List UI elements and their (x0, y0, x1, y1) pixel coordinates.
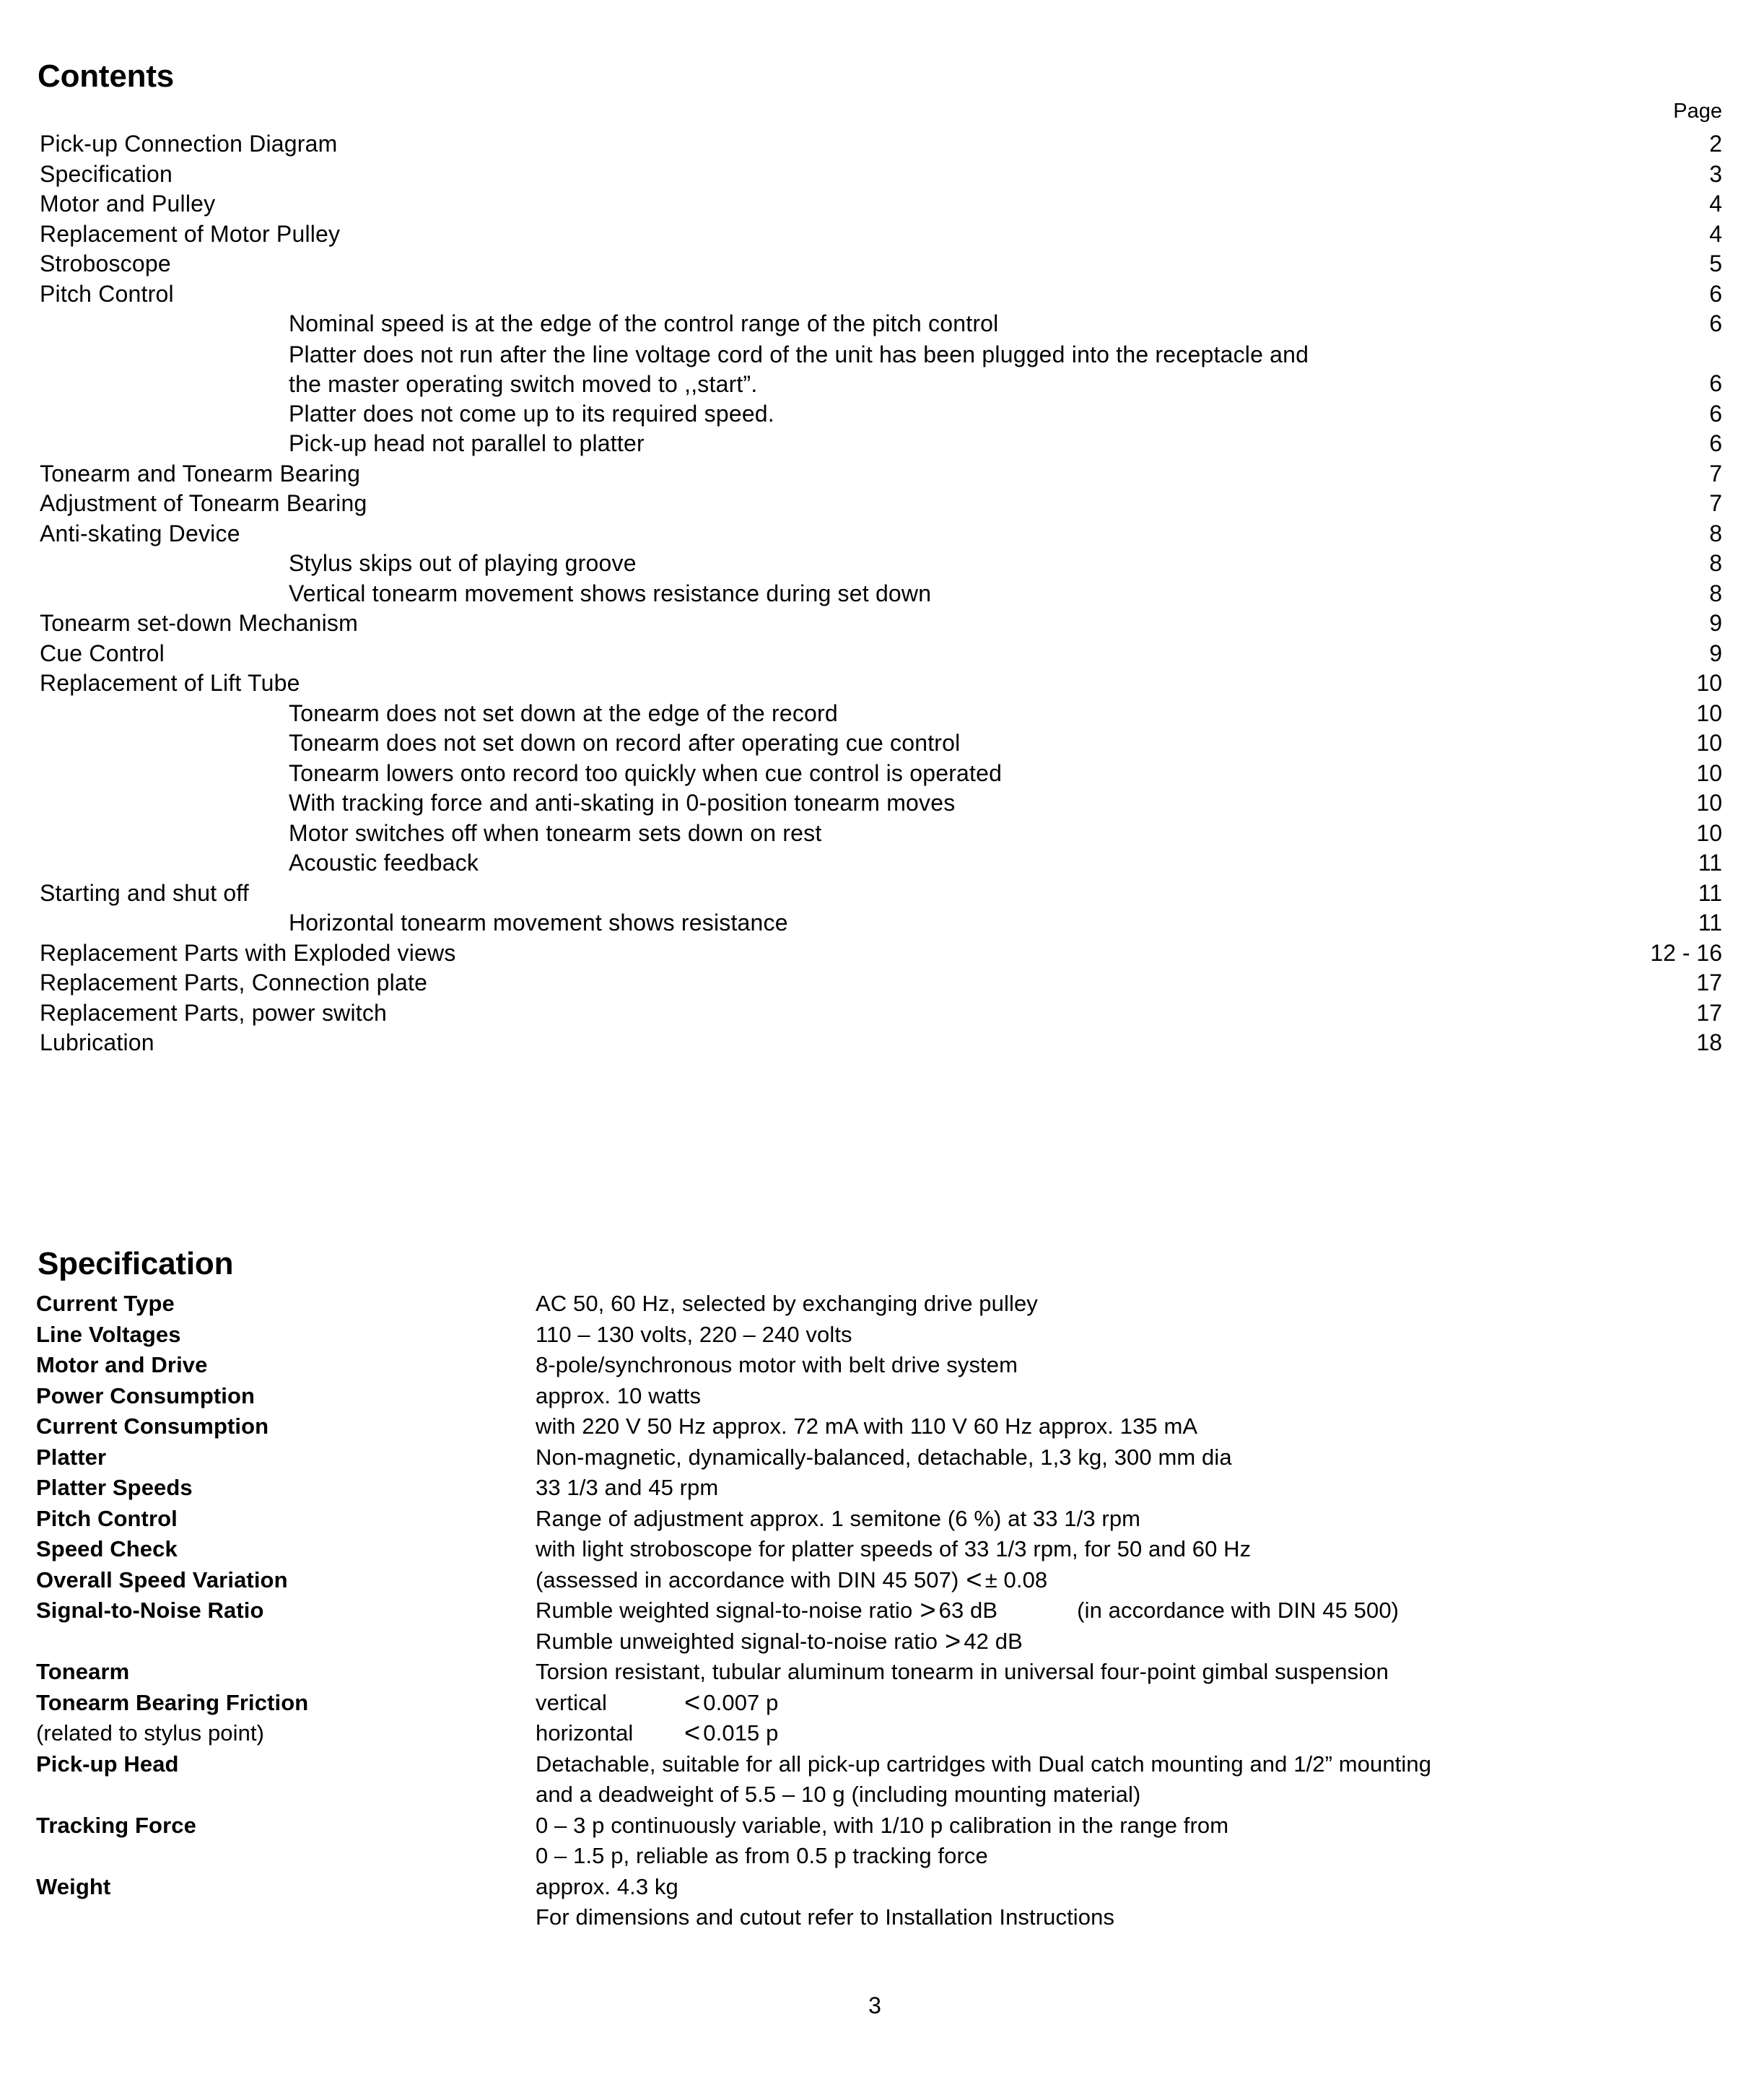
spec-row-label: Pitch Control (36, 1505, 178, 1531)
toc-entry-page: 6 (1709, 370, 1722, 396)
toc-header-row (0, 101, 1764, 128)
toc-entry-label: Motor switches off when tonearm sets down on rest (289, 819, 822, 846)
spec-row-label: Current Consumption (36, 1413, 269, 1439)
spec-value-number: 63 dB (938, 1598, 998, 1623)
toc-entry[interactable] (0, 848, 1764, 878)
spec-row (0, 1749, 1764, 1811)
toc-entry-label: Adjustment of Tonearm Bearing (40, 490, 367, 516)
spec-row-value (536, 1565, 1764, 1596)
spec-row-value (536, 1320, 1764, 1351)
comparison-symbol-icon: > (920, 1595, 936, 1626)
spec-row (0, 1442, 1764, 1473)
toc-entry-label: Tonearm lowers onto record too quickly when cue control is operated (289, 759, 1003, 786)
toc-entry-label: Vertical tonearm movement shows resistance during set down (289, 580, 932, 606)
spec-row-label: Motor and Drive (36, 1352, 208, 1377)
toc-entry[interactable] (0, 608, 1764, 638)
spec-value-text: 33 1/3 and 45 rpm (536, 1475, 719, 1500)
spec-value-text: AC 50, 60 Hz, selected by exchanging drive pulley (536, 1291, 1038, 1316)
toc-entry-label: Horizontal tonearm movement shows resistance (289, 910, 788, 936)
toc-entry-page: 6 (1709, 310, 1722, 336)
spec-value-text: Rumble weighted signal-to-noise ratio (536, 1598, 913, 1623)
toc-entry[interactable] (0, 758, 1764, 788)
spec-row-label: Tracking Force (36, 1812, 196, 1838)
toc-entry[interactable] (0, 188, 1764, 219)
toc-entry-page: 10 (1696, 759, 1722, 786)
toc-entry-label: Anti-skating Device (40, 520, 240, 546)
toc-entry[interactable] (0, 818, 1764, 848)
toc-entry-label: Platter does not come up to its required speed. (289, 400, 774, 427)
toc-entry[interactable] (0, 638, 1764, 668)
spec-row (0, 1320, 1764, 1351)
toc-entry-label: Tonearm does not set down on record after operating cue control (289, 730, 961, 756)
spec-value-text: with light stroboscope for platter speeds of 33 1/3 rpm, for 50 and 60 Hz (536, 1536, 1252, 1561)
spec-row (0, 1595, 1764, 1657)
toc-entry-label: Tonearm set-down Mechanism (40, 610, 358, 636)
spec-value-text: 0 – 1.5 p, reliable as from 0.5 p tracking force (536, 1843, 988, 1868)
toc-entry-label: Stroboscope (40, 250, 171, 276)
toc-entry-page: 4 (1709, 191, 1722, 217)
spec-value-text: 8-pole/synchronous motor with belt drive system (536, 1352, 1018, 1377)
spec-value-text: 0 – 3 p continuously variable, with 1/10 p calibration in the range from (536, 1812, 1229, 1838)
spec-row-value (536, 1595, 1764, 1626)
toc-entry-label: Replacement Parts, Connection plate (40, 970, 428, 995)
toc-entry-page: 7 (1709, 490, 1722, 516)
toc-entry-page: 17 (1696, 999, 1722, 1026)
toc-entry[interactable] (0, 907, 1764, 938)
toc-entry-page: 9 (1709, 610, 1722, 636)
comparison-symbol-icon: < (684, 1718, 701, 1748)
toc-entry-page: 10 (1696, 700, 1722, 726)
spec-row (0, 1872, 1764, 1933)
spec-row-value (536, 1626, 1764, 1657)
toc-entry-page: 4 (1709, 220, 1722, 247)
toc-entry[interactable] (0, 128, 1764, 159)
toc-entry[interactable] (0, 788, 1764, 818)
toc-entry-label: With tracking force and anti-skating in 0-position tonearm moves (289, 790, 956, 816)
spec-row-value (536, 1718, 1764, 1749)
toc-entry[interactable] (0, 878, 1764, 908)
toc-entry[interactable] (0, 668, 1764, 698)
spec-row (0, 1657, 1764, 1688)
spec-row-value (536, 1534, 1764, 1565)
toc-entry[interactable] (0, 548, 1764, 578)
spec-value-text: (assessed in accordance with DIN 45 507) (536, 1567, 959, 1592)
spec-row-value (536, 1811, 1764, 1842)
toc-entry-page: 6 (1709, 280, 1722, 307)
toc-entry-label: Stylus skips out of playing groove (289, 550, 637, 576)
toc-entry-page: 18 (1696, 1029, 1722, 1055)
toc-entry[interactable] (0, 998, 1764, 1028)
spec-value-sublabel: vertical (536, 1689, 607, 1715)
spec-row-label: Speed Check (36, 1536, 178, 1561)
spec-row (0, 1473, 1764, 1504)
toc-entry[interactable] (0, 518, 1764, 549)
toc-entry-page: 8 (1709, 520, 1722, 546)
spec-row (0, 1289, 1764, 1320)
toc-entry-page: 2 (1709, 131, 1722, 157)
toc-entry-label: Specification (40, 160, 173, 187)
spec-value-text: Rumble unweighted signal-to-noise ratio (536, 1628, 938, 1654)
toc-entry[interactable] (0, 458, 1764, 489)
comparison-symbol-icon: < (684, 1687, 701, 1718)
spec-row-value (536, 1657, 1764, 1688)
toc-entry-page: 7 (1709, 460, 1722, 487)
spec-row-label: Line Voltages (36, 1321, 181, 1347)
toc-entry-label: Acoustic feedback (289, 850, 479, 876)
spec-row-value (536, 1841, 1764, 1872)
toc-entry-label: Starting and shut off (40, 879, 250, 906)
spec-row (0, 1688, 1764, 1719)
toc-entry-page: 11 (1698, 910, 1722, 936)
toc-entry-page: 12 - 16 (1650, 939, 1722, 966)
toc-entry[interactable] (0, 488, 1764, 518)
toc-entry-page: 10 (1696, 790, 1722, 816)
spec-row (0, 1504, 1764, 1535)
toc-entry-page: 6 (1709, 430, 1722, 456)
spec-value-text: Non-magnetic, dynamically-balanced, detachable, 1,3 kg, 300 mm dia (536, 1444, 1232, 1470)
spec-value-number: 42 dB (964, 1628, 1023, 1654)
toc-entry-label: Lubrication (40, 1029, 154, 1055)
spec-row-label: Tonearm Bearing Friction (36, 1689, 309, 1715)
spec-row-value (536, 1749, 1764, 1780)
spec-value-text: Range of adjustment approx. 1 semitone (6 %) at 33 1/3 rpm (536, 1505, 1141, 1531)
spec-value-text: with 220 V 50 Hz approx. 72 mA with 110 V 60 Hz approx. 135 mA (536, 1413, 1198, 1439)
spec-row-value (536, 1411, 1764, 1442)
table-of-contents (0, 101, 1764, 1058)
toc-entry-page: 5 (1709, 250, 1722, 276)
spec-row-value (536, 1473, 1764, 1504)
toc-entry[interactable] (0, 728, 1764, 758)
spec-row-label: Platter (36, 1444, 107, 1470)
spec-row-value (536, 1289, 1764, 1320)
spec-row-value (536, 1902, 1764, 1933)
spec-value-text: approx. 10 watts (536, 1382, 702, 1408)
toc-entry[interactable] (0, 279, 1764, 309)
spec-value-text: For dimensions and cutout refer to Installation Instructions (536, 1904, 1115, 1930)
spec-row (0, 1350, 1764, 1381)
toc-entry[interactable] (0, 398, 1764, 429)
spec-row-value (536, 1872, 1764, 1903)
spec-row-value (536, 1779, 1764, 1811)
toc-entry[interactable] (0, 938, 1764, 968)
toc-entry-label: Tonearm does not set down at the edge of the record (289, 700, 838, 726)
spec-value-number: 0.015 p (703, 1720, 779, 1746)
toc-entry[interactable] (0, 339, 1764, 398)
toc-entry[interactable] (0, 967, 1764, 998)
toc-entry-page: 10 (1696, 730, 1722, 756)
toc-entry-page: 10 (1696, 670, 1722, 696)
toc-entry[interactable] (0, 578, 1764, 609)
spec-row-label: Power Consumption (36, 1382, 256, 1408)
spec-row-label: Weight (36, 1873, 111, 1899)
comparison-symbol-icon: < (966, 1564, 982, 1595)
spec-value-number: 0.007 p (703, 1689, 779, 1715)
spec-row-value (536, 1688, 1764, 1719)
spec-row-value (536, 1350, 1764, 1381)
folio-number: 3 (868, 1992, 881, 2018)
spec-value-text: Detachable, suitable for all pick-up cartridges with Dual catch mounting and 1/2” mounting (536, 1751, 1432, 1777)
toc-entry[interactable] (0, 308, 1764, 339)
spec-value-text: Torsion resistant, tubular aluminum tonearm in universal four-point gimbal suspension (536, 1659, 1389, 1684)
spec-row (0, 1534, 1764, 1565)
specification-table (0, 1289, 1764, 1933)
toc-entry-label: Pitch Control (40, 280, 174, 307)
spec-value-text: and a deadweight of 5.5 – 10 g (including mounting material) (536, 1782, 1141, 1807)
toc-entry[interactable] (0, 248, 1764, 279)
toc-entry-label: Tonearm and Tonearm Bearing (40, 460, 361, 487)
spec-row-label: Platter Speeds (36, 1475, 193, 1500)
toc-entry-label: Replacement of Lift Tube (40, 670, 300, 696)
spec-value-note: (in accordance with DIN 45 500) (1077, 1598, 1400, 1623)
toc-entry[interactable] (0, 219, 1764, 249)
toc-entry-label: Platter does not run after the line voltage cord of the unit has been plugged into the receptacle and the master operating switch moved to ,,start”. (289, 341, 1309, 397)
toc-entry-page: 10 (1696, 819, 1722, 846)
toc-entry-label: Replacement Parts, power switch (40, 999, 388, 1026)
spec-row-label: Current Type (36, 1291, 175, 1316)
page-column-header: Page (1673, 100, 1722, 123)
toc-entry-page: 9 (1709, 640, 1722, 666)
spec-value-sublabel: horizontal (536, 1720, 634, 1746)
specification-heading: Specification (38, 1246, 234, 1282)
spec-row-label: Signal-to-Noise Ratio (36, 1598, 264, 1623)
spec-value-text: 110 – 130 volts, 220 – 240 volts (536, 1321, 852, 1347)
toc-entry-page: 17 (1696, 970, 1722, 995)
toc-entry-label: Replacement Parts with Exploded views (40, 939, 456, 966)
toc-entry-page: 8 (1709, 550, 1722, 576)
spec-row-value (536, 1381, 1764, 1412)
spec-row (0, 1811, 1764, 1872)
toc-entry[interactable] (0, 428, 1764, 458)
spec-row (0, 1718, 1764, 1749)
page-footer (0, 1994, 1764, 2017)
toc-entry[interactable] (0, 159, 1764, 189)
spec-row (0, 1381, 1764, 1412)
toc-entry[interactable] (0, 1027, 1764, 1058)
spec-value-text: approx. 4.3 kg (536, 1873, 678, 1899)
spec-row-label: Overall Speed Variation (36, 1567, 288, 1592)
spec-row (0, 1565, 1764, 1596)
toc-entry[interactable] (0, 698, 1764, 728)
toc-entry-label: Replacement of Motor Pulley (40, 220, 341, 247)
comparison-symbol-icon: > (945, 1626, 961, 1657)
toc-entry-page: 11 (1698, 850, 1722, 876)
toc-entry-page: 8 (1709, 580, 1722, 606)
spec-row-label: (related to stylus point) (36, 1720, 265, 1746)
toc-entry-page: 6 (1709, 400, 1722, 427)
toc-entry-page: 3 (1709, 160, 1722, 187)
toc-entry-label: Pick-up head not parallel to platter (289, 430, 645, 456)
toc-entry-label: Nominal speed is at the edge of the control range of the pitch control (289, 310, 999, 336)
contents-heading: Contents (38, 58, 175, 95)
spec-row-value (536, 1504, 1764, 1535)
spec-row-label: Tonearm (36, 1659, 130, 1684)
spec-value-number: ± 0.08 (984, 1567, 1048, 1592)
toc-entry-label: Pick-up Connection Diagram (40, 131, 338, 157)
spec-row-label: Pick-up Head (36, 1751, 179, 1777)
toc-entry-label: Cue Control (40, 640, 165, 666)
spec-row (0, 1411, 1764, 1442)
toc-entry-label: Motor and Pulley (40, 191, 216, 217)
toc-entry-page: 11 (1698, 879, 1722, 906)
spec-row-value (536, 1442, 1764, 1473)
